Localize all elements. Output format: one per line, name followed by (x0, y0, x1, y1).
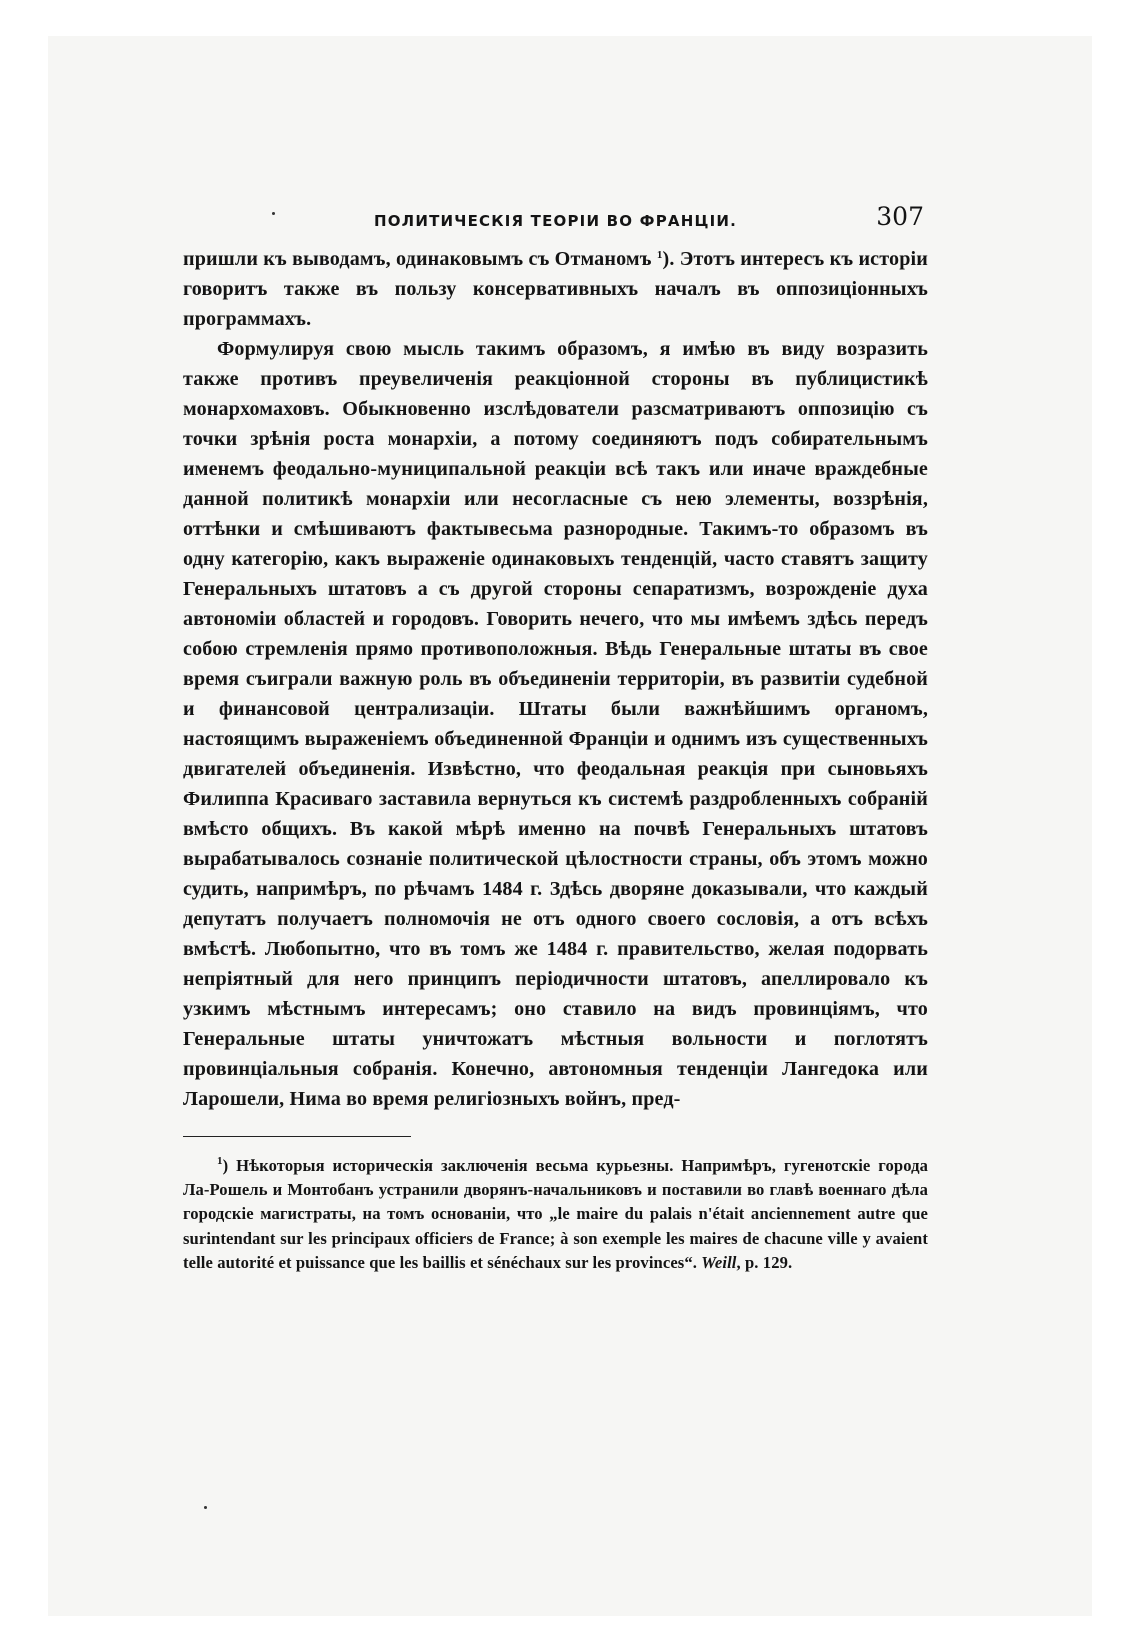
scan-speck (204, 1506, 207, 1509)
footnote-divider (183, 1136, 411, 1137)
paragraph-1-text: пришли къ выводамъ, одинаковымъ съ Отманомъ (183, 248, 652, 270)
book-page (183, 198, 928, 1275)
running-title: ПОЛИТИЧЕСКІЯ ТЕОРІИ ВО ФРАНЦІИ. (373, 212, 738, 230)
scan-speck (272, 212, 275, 215)
footnote-1 (183, 1154, 928, 1275)
running-head (183, 198, 928, 244)
footnote-text: ) Нѣкоторыя историческія заключенія весьма курьезны. Напримѣръ, гугенотскіе города Ла-Рошель и Монтобанъ устранили дворянъ-начальниковъ и поставили во главѣ военнаго дѣла городскіе магистраты, на томъ основаніи, что „le maire du palais n'était anciennement autre que surintendant sur les principaux officiers de France; à son exemple les maires de chacune ville y avaient telle autorité et puissance que les baillis et sénéchaux sur les provinces“. (183, 1156, 928, 1272)
footnote-marker: 1 (217, 1155, 223, 1167)
page-number: 307 (876, 202, 924, 231)
footnotes (183, 1154, 928, 1275)
footnote-reference: 1 (656, 249, 663, 261)
body-text (183, 244, 928, 1114)
footnote-source: Weill (701, 1252, 737, 1272)
footnote-page-ref: , p. 129. (736, 1252, 793, 1272)
paragraph-1 (183, 244, 928, 334)
paragraph-2: Формулируя свою мысль такимъ образомъ, я имѣю въ виду возразить также противъ преувеличенія реакціонной стороны въ публицистикѣ монархомаховъ. Обыкновенно изслѣдователи разсматриваютъ оппозицію съ точки зрѣнія роста монархіи, а потому соединяютъ подъ собирательнымъ именемъ феодально-муниципальной реакціи всѣ такъ или иначе враждебные данной политикѣ монархіи или несогласные съ нею элементы, воззрѣнія, оттѣнки и смѣшиваютъ фактывесьма разнородные. Такимъ-то образомъ въ одну категорію, какъ выраженіе одинаковыхъ тенденцій, часто ставятъ защиту Генеральныхъ штатовъ а съ другой стороны сепаратизмъ, возрожденіе духа автономіи областей и городовъ. Говорить нечего, что мы имѣемъ здѣсь передъ собою стремленія прямо противоположныя. Вѣдь Генеральные штаты въ свое время съиграли важную роль въ объединеніи территоріи, въ развитіи судебной и финансовой централизаціи. Штаты были важнѣйшимъ органомъ, настоящимъ выраженіемъ объединенной Франціи и однимъ изъ существенныхъ двигателей объединенія. Извѣстно, что феодальная реакція при сыновьяхъ Филиппа Красиваго заставила вернуться къ системѣ раздробленныхъ собраній вмѣсто общихъ. Въ какой мѣрѣ именно на почвѣ Генеральныхъ штатовъ вырабатывалось сознаніе политической цѣлостности страны, объ этомъ можно судить, напримѣръ, по рѣчамъ 1484 г. Здѣсь дворяне доказывали, что каждый депутатъ получаетъ полномочія не отъ одного своего сословія, а отъ всѣхъ вмѣстѣ. Любопытно, что въ томъ же 1484 г. правительство, желая подорвать непріятный для него принципъ періодичности штатовъ, апеллировало къ узкимъ мѣстнымъ интересамъ; оно ставило на видъ провинціямъ, что Генеральные штаты уничтожатъ мѣстныя вольности и поглотятъ провинціальныя собранія. Конечно, автономныя тенденціи Лангедока или Ларошели, Нима во время религіозныхъ войнъ, пред- (183, 338, 928, 1110)
paragraph-1-text-cont: ). Этотъ интересъ къ исторіи говоритъ также въ пользу консервативныхъ началъ въ оппозиціонныхъ программахъ. (183, 248, 928, 330)
